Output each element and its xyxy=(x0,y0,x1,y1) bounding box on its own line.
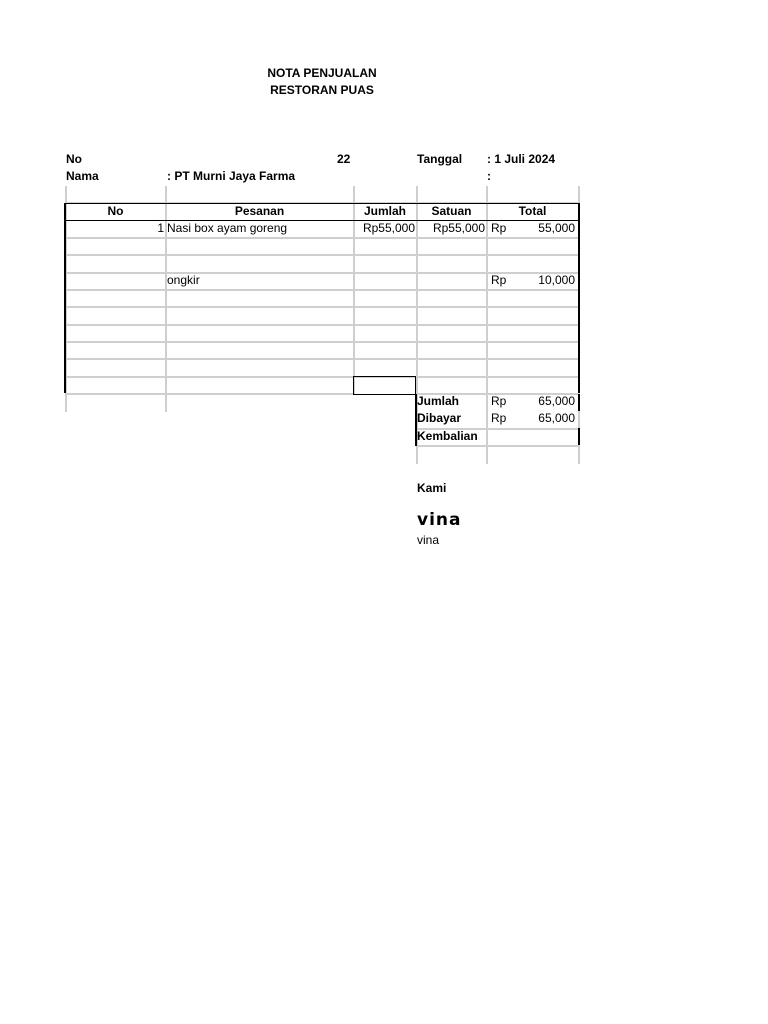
row-pesanan: ongkir xyxy=(167,273,200,287)
kami-label: Kami xyxy=(417,481,447,495)
row-pesanan: Nasi box ayam goreng xyxy=(167,221,288,235)
no-label: No xyxy=(66,152,82,166)
signer-name: vina xyxy=(417,533,440,547)
signature: vina xyxy=(417,510,462,530)
kembalian-label: Kembalian xyxy=(417,429,478,443)
row-satuan: Rp55,000 xyxy=(432,221,485,235)
restaurant-name: RESTORAN PUAS xyxy=(270,83,374,97)
second-colon: : xyxy=(487,169,491,183)
row-currency: Rp xyxy=(491,221,507,235)
col-header-jumlah: Jumlah xyxy=(363,204,406,218)
nama-label: Nama xyxy=(66,169,99,183)
no-value: 22 xyxy=(337,152,351,166)
col-header-satuan: Satuan xyxy=(431,204,472,218)
row-jumlah: Rp55,000 xyxy=(362,221,415,235)
col-header-total: Total xyxy=(518,204,547,218)
col-header-pesanan: Pesanan xyxy=(234,204,285,218)
jumlah-value: 65,000 xyxy=(538,394,575,408)
row-no: 1 xyxy=(157,221,164,235)
dibayar-label: Dibayar xyxy=(417,411,462,425)
row-total: 10,000 xyxy=(538,273,575,287)
jumlah-currency: Rp xyxy=(491,394,507,408)
jumlah-label: Jumlah xyxy=(417,394,460,408)
document-title: NOTA PENJUALAN xyxy=(267,66,377,80)
row-currency: Rp xyxy=(491,273,507,287)
dibayar-value: 65,000 xyxy=(538,411,575,425)
row-total: 55,000 xyxy=(538,221,575,235)
tanggal-label: Tanggal xyxy=(417,152,463,166)
tanggal-value: : 1 Juli 2024 xyxy=(487,152,556,166)
selected-cell[interactable] xyxy=(353,376,416,395)
col-header-no: No xyxy=(107,204,124,218)
nama-value: : PT Murni Jaya Farma xyxy=(167,169,296,183)
dibayar-currency: Rp xyxy=(491,411,507,425)
